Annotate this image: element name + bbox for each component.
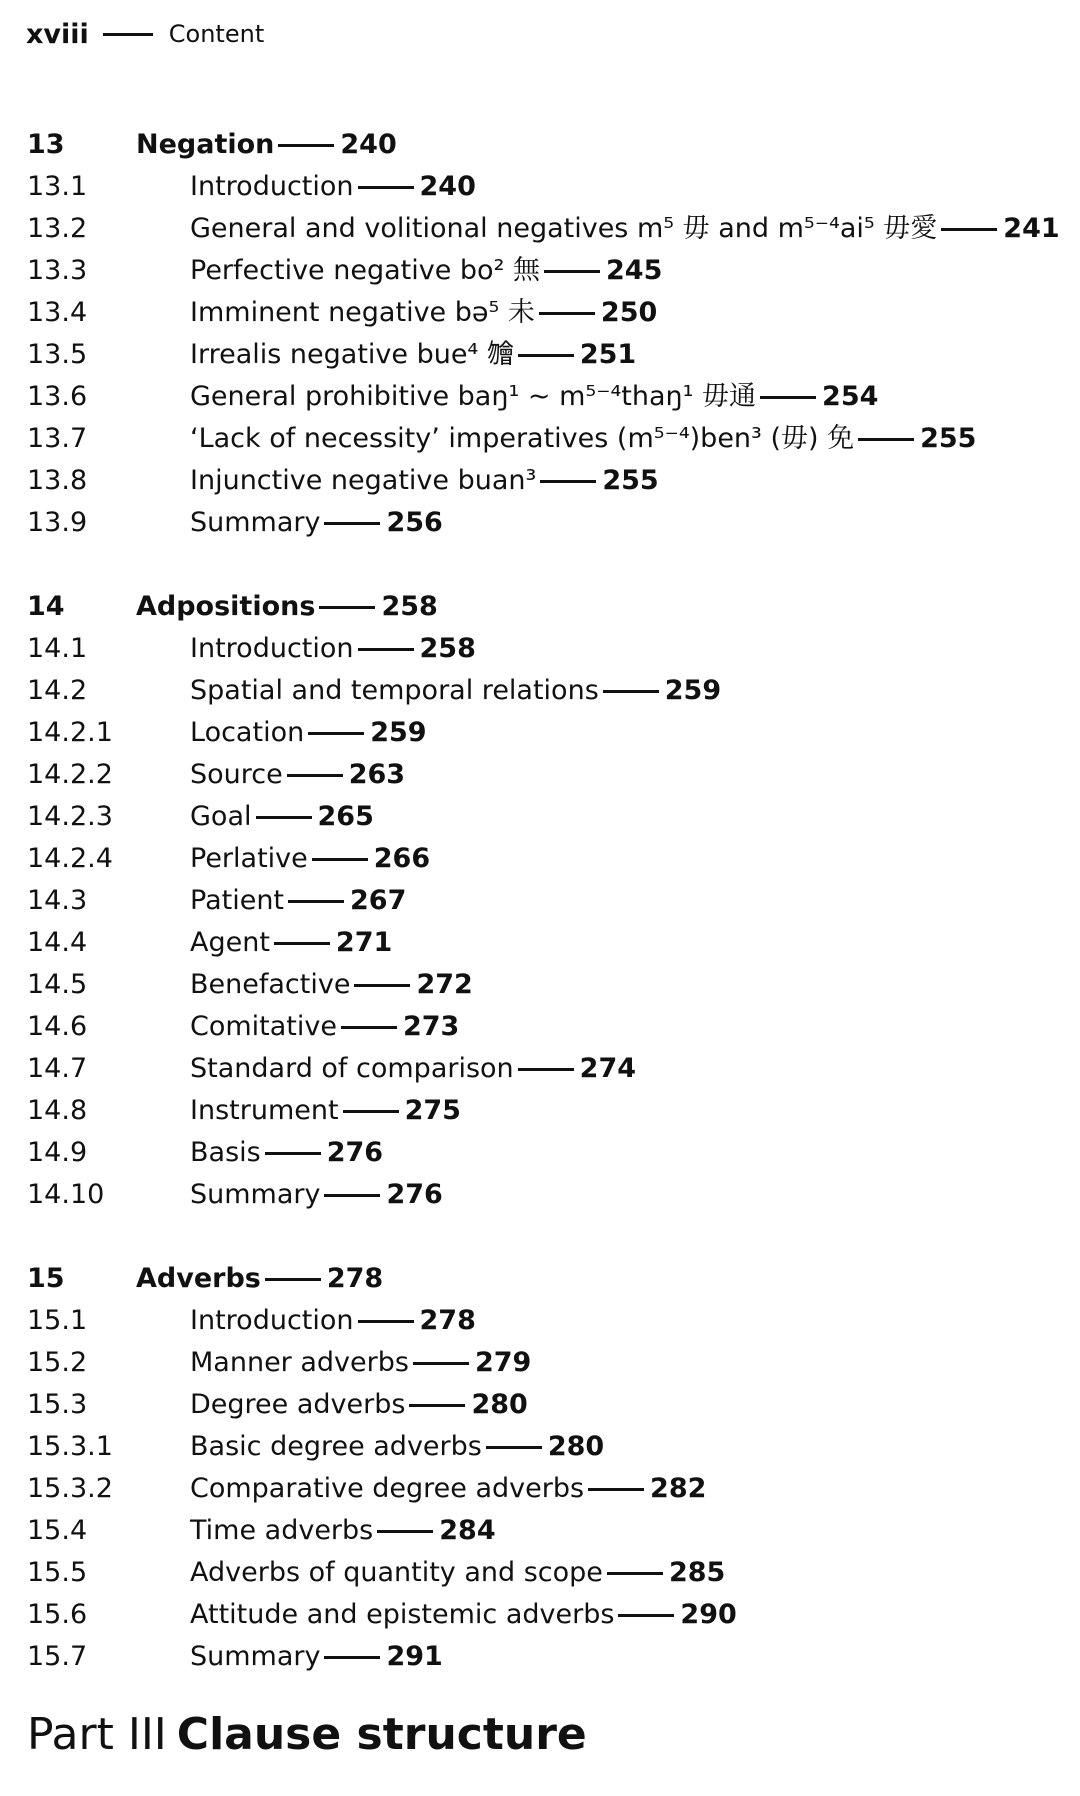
section-title: Perfective negative bo² 無 bbox=[190, 255, 540, 286]
page-number: 285 bbox=[668, 1557, 726, 1588]
leader-dash bbox=[265, 1152, 321, 1155]
entry-title-line bbox=[190, 1468, 706, 1510]
leader-dash bbox=[358, 186, 414, 189]
page-number: 267 bbox=[350, 885, 407, 916]
section-title: Spatial and temporal relations bbox=[190, 675, 599, 706]
toc-entry bbox=[0, 838, 1080, 880]
page-number: 251 bbox=[579, 339, 637, 370]
page-number: 258 bbox=[381, 591, 438, 622]
entry-title-line bbox=[190, 712, 427, 754]
leader-dash bbox=[409, 1404, 465, 1407]
section-number: 14.4 bbox=[27, 927, 88, 958]
section-number: 13.1 bbox=[27, 171, 88, 202]
toc-entry bbox=[0, 1048, 1080, 1090]
leader-dash bbox=[544, 270, 600, 273]
chapter-title: Negation bbox=[136, 129, 275, 160]
leader-dash bbox=[274, 942, 330, 945]
leader-dash bbox=[941, 228, 997, 231]
section-number: 14.10 bbox=[27, 1179, 105, 1210]
chapter-block bbox=[0, 124, 1080, 544]
leader-dash bbox=[603, 690, 659, 693]
section-title: Introduction bbox=[190, 171, 354, 202]
page-number: 254 bbox=[822, 381, 879, 412]
section-title: Perlative bbox=[190, 843, 308, 874]
entry-title-line bbox=[190, 418, 976, 460]
toc-entry bbox=[0, 1174, 1080, 1216]
chapter-block bbox=[0, 1258, 1080, 1678]
toc-entry bbox=[0, 1510, 1080, 1552]
leader-dash bbox=[618, 1614, 674, 1617]
entry-title-line bbox=[190, 502, 443, 544]
entry-title-line bbox=[190, 1300, 476, 1342]
page-number: 291 bbox=[386, 1641, 443, 1672]
section-title: Location bbox=[190, 717, 305, 748]
section-number: 14.2.2 bbox=[27, 759, 113, 790]
section-title: Attitude and epistemic adverbs bbox=[190, 1599, 615, 1630]
page-number: 290 bbox=[680, 1599, 737, 1630]
section-title: ‘Lack of necessity’ imperatives (m⁵⁻⁴)ben³ (毋) 免 bbox=[190, 423, 855, 454]
section-title: Irrealis negative bue⁴ 𣍐 bbox=[190, 339, 514, 370]
section-number: 14.3 bbox=[27, 885, 88, 916]
entry-title-line bbox=[190, 1342, 531, 1384]
entry-title-line bbox=[190, 1384, 528, 1426]
entry-title-line bbox=[190, 1636, 443, 1678]
section-title: Comparative degree adverbs bbox=[190, 1473, 585, 1504]
entry-title-line bbox=[190, 250, 662, 292]
toc-entry bbox=[0, 334, 1080, 376]
leader-dash bbox=[540, 480, 596, 483]
toc-entry bbox=[0, 1132, 1080, 1174]
leader-dash bbox=[287, 774, 343, 777]
toc-entry bbox=[0, 1426, 1080, 1468]
leader-dash bbox=[288, 900, 344, 903]
page-number: 259 bbox=[664, 675, 722, 706]
toc-entry bbox=[0, 1090, 1080, 1132]
page-number: 259 bbox=[370, 717, 427, 748]
page-number: 265 bbox=[317, 801, 374, 832]
toc-entry bbox=[0, 502, 1080, 544]
page-number: 258 bbox=[419, 633, 476, 664]
section-title: Introduction bbox=[190, 1305, 354, 1336]
section-title: Agent bbox=[190, 927, 270, 958]
page-number: 255 bbox=[602, 465, 659, 496]
section-title: Basic degree adverbs bbox=[190, 1431, 482, 1462]
section-title: Source bbox=[190, 759, 283, 790]
leader-dash bbox=[319, 606, 375, 609]
entry-title-line bbox=[190, 1006, 459, 1048]
section-title: Goal bbox=[190, 801, 252, 832]
section-number: 15.2 bbox=[27, 1347, 88, 1378]
section-number: 14.5 bbox=[27, 969, 88, 1000]
toc-entry bbox=[0, 418, 1080, 460]
toc-entry bbox=[0, 754, 1080, 796]
entry-title-line bbox=[190, 838, 430, 880]
leader-dash bbox=[341, 1026, 397, 1029]
section-title: Adverbs of quantity and scope bbox=[190, 1557, 603, 1588]
toc-entry bbox=[0, 880, 1080, 922]
entry-title-line bbox=[190, 1510, 496, 1552]
leader-dash bbox=[486, 1446, 542, 1449]
section-number: 13.3 bbox=[27, 255, 88, 286]
leader-dash bbox=[588, 1488, 644, 1491]
entry-title-line bbox=[190, 1132, 383, 1174]
entry-title-line bbox=[136, 124, 397, 166]
part-label: Part III bbox=[27, 1709, 167, 1760]
page-number: 275 bbox=[404, 1095, 461, 1126]
entry-title-line bbox=[136, 586, 438, 628]
section-title: Summary bbox=[190, 507, 321, 538]
section-number: 14.8 bbox=[27, 1095, 88, 1126]
toc-entry bbox=[0, 376, 1080, 418]
section-title: Benefactive bbox=[190, 969, 351, 1000]
entry-title-line bbox=[190, 922, 392, 964]
entry-title-line bbox=[190, 1594, 737, 1636]
section-title: Time adverbs bbox=[190, 1515, 374, 1546]
toc-entry bbox=[0, 922, 1080, 964]
section-number: 15.6 bbox=[27, 1599, 88, 1630]
chapter-block bbox=[0, 586, 1080, 1216]
chapter-heading bbox=[0, 124, 1080, 166]
section-number: 15.4 bbox=[27, 1515, 88, 1546]
section-title: Imminent negative bə⁵ 未 bbox=[190, 297, 535, 328]
leader-dash bbox=[358, 648, 414, 651]
toc-entry bbox=[0, 628, 1080, 670]
leader-dash bbox=[256, 816, 312, 819]
entry-title-line bbox=[190, 796, 374, 838]
leader-dash bbox=[308, 732, 364, 735]
section-title: Introduction bbox=[190, 633, 354, 664]
page-number: 276 bbox=[386, 1179, 443, 1210]
leader-dash bbox=[607, 1572, 663, 1575]
toc-entry bbox=[0, 796, 1080, 838]
page-number: 284 bbox=[439, 1515, 496, 1546]
page-number: 278 bbox=[326, 1263, 384, 1294]
entry-title-line bbox=[190, 208, 1060, 250]
section-number: 13.5 bbox=[27, 339, 88, 370]
leader-dash bbox=[312, 858, 368, 861]
part-heading bbox=[27, 1705, 587, 1765]
page-number: 276 bbox=[326, 1137, 384, 1168]
page-number: 271 bbox=[335, 927, 393, 958]
leader-dash bbox=[324, 522, 380, 525]
page-number: 282 bbox=[650, 1473, 707, 1504]
section-number: 14.7 bbox=[27, 1053, 88, 1084]
section-title: Injunctive negative buan³ bbox=[190, 465, 537, 496]
toc-entry bbox=[0, 292, 1080, 334]
section-title: Patient bbox=[190, 885, 285, 916]
section-title: Summary bbox=[190, 1641, 321, 1672]
folio: xviii bbox=[26, 18, 89, 50]
running-header bbox=[26, 14, 264, 54]
leader-dash bbox=[539, 312, 595, 315]
leader-dash bbox=[278, 144, 334, 147]
toc-entry bbox=[0, 1006, 1080, 1048]
chapter-heading bbox=[0, 1258, 1080, 1300]
page-number: 241 bbox=[1003, 213, 1060, 244]
entry-title-line bbox=[190, 628, 476, 670]
section-title: Basis bbox=[190, 1137, 261, 1168]
section-title: Instrument bbox=[190, 1095, 339, 1126]
section-title: General and volitional negatives m⁵ 毋 and m⁵⁻⁴ai⁵ 毋愛 bbox=[190, 213, 938, 244]
entry-title-line bbox=[190, 1174, 443, 1216]
toc-entry bbox=[0, 460, 1080, 502]
section-title: Degree adverbs bbox=[190, 1389, 406, 1420]
section-number: 14.2 bbox=[27, 675, 88, 706]
leader-dash bbox=[413, 1362, 469, 1365]
section-title: Comitative bbox=[190, 1011, 337, 1042]
chapter-title: Adverbs bbox=[136, 1263, 261, 1294]
entry-title-line bbox=[190, 166, 476, 208]
toc-entry bbox=[0, 670, 1080, 712]
toc-entry bbox=[0, 1594, 1080, 1636]
section-number: 13.7 bbox=[27, 423, 88, 454]
section-number: 14.2.3 bbox=[27, 801, 113, 832]
page-number: 273 bbox=[402, 1011, 460, 1042]
toc-entry bbox=[0, 166, 1080, 208]
page-number: 278 bbox=[419, 1305, 476, 1336]
entry-title-line bbox=[190, 670, 721, 712]
section-number: 14.1 bbox=[27, 633, 88, 664]
section-title: General prohibitive baŋ¹ ~ m⁵⁻⁴thaŋ¹ 毋通 bbox=[190, 381, 757, 412]
page-number: 266 bbox=[373, 843, 431, 874]
entry-title-line bbox=[136, 1258, 383, 1300]
section-number: 13.8 bbox=[27, 465, 88, 496]
chapter-heading bbox=[0, 586, 1080, 628]
toc-entry bbox=[0, 250, 1080, 292]
page-number: 250 bbox=[600, 297, 658, 328]
page-number: 279 bbox=[474, 1347, 532, 1378]
section-number: 13.9 bbox=[27, 507, 88, 538]
chapter-number: 14 bbox=[27, 591, 65, 622]
leader-dash bbox=[324, 1194, 380, 1197]
leader-dash bbox=[343, 1110, 399, 1113]
leader-dash bbox=[358, 1320, 414, 1323]
part-title: Clause structure bbox=[176, 1709, 587, 1760]
section-number: 15.3.2 bbox=[27, 1473, 113, 1504]
entry-title-line bbox=[190, 880, 406, 922]
toc-entry bbox=[0, 1384, 1080, 1426]
section-number: 13.6 bbox=[27, 381, 88, 412]
entry-title-line bbox=[190, 1552, 725, 1594]
entry-title-line bbox=[190, 754, 405, 796]
chapter-number: 13 bbox=[27, 129, 65, 160]
section-title: Standard of comparison bbox=[190, 1053, 514, 1084]
toc-entry bbox=[0, 1468, 1080, 1510]
toc-entry bbox=[0, 964, 1080, 1006]
page-number: 240 bbox=[419, 171, 476, 202]
toc-entry bbox=[0, 1636, 1080, 1678]
chapter-title: Adpositions bbox=[136, 591, 316, 622]
leader-dash bbox=[760, 396, 816, 399]
toc-entry bbox=[0, 208, 1080, 250]
toc-entry bbox=[0, 1300, 1080, 1342]
page-number: 280 bbox=[547, 1431, 605, 1462]
page-number: 280 bbox=[471, 1389, 528, 1420]
table-of-contents bbox=[0, 124, 1080, 1720]
section-title: Manner adverbs bbox=[190, 1347, 409, 1378]
toc-entry bbox=[0, 1342, 1080, 1384]
leader-dash bbox=[858, 438, 914, 441]
leader-dash bbox=[377, 1530, 433, 1533]
page-number: 256 bbox=[386, 507, 443, 538]
entry-title-line bbox=[190, 334, 636, 376]
leader-dash bbox=[265, 1278, 321, 1281]
leader-dash bbox=[518, 1068, 574, 1071]
page-number: 263 bbox=[348, 759, 406, 790]
page-number: 245 bbox=[606, 255, 663, 286]
entry-title-line bbox=[190, 292, 657, 334]
toc-entry bbox=[0, 1552, 1080, 1594]
page-number: 255 bbox=[920, 423, 977, 454]
section-number: 14.6 bbox=[27, 1011, 88, 1042]
leader-dash bbox=[324, 1656, 380, 1659]
entry-title-line bbox=[190, 1048, 636, 1090]
section-number: 15.1 bbox=[27, 1305, 88, 1336]
header-rule bbox=[103, 33, 153, 36]
page-number: 240 bbox=[340, 129, 397, 160]
section-title: Summary bbox=[190, 1179, 321, 1210]
toc-entry bbox=[0, 712, 1080, 754]
entry-title-line bbox=[190, 964, 473, 1006]
header-label: Content bbox=[168, 20, 265, 48]
leader-dash bbox=[354, 984, 410, 987]
entry-title-line bbox=[190, 376, 878, 418]
section-number: 13.2 bbox=[27, 213, 88, 244]
entry-title-line bbox=[190, 1426, 604, 1468]
leader-dash bbox=[518, 354, 574, 357]
section-number: 15.3.1 bbox=[27, 1431, 113, 1462]
section-number: 13.4 bbox=[27, 297, 88, 328]
section-number: 14.9 bbox=[27, 1137, 88, 1168]
page-number: 272 bbox=[416, 969, 473, 1000]
section-number: 15.7 bbox=[27, 1641, 88, 1672]
section-number: 14.2.4 bbox=[27, 843, 113, 874]
entry-title-line bbox=[190, 1090, 461, 1132]
section-number: 14.2.1 bbox=[27, 717, 113, 748]
page-number: 274 bbox=[579, 1053, 637, 1084]
chapter-number: 15 bbox=[27, 1263, 65, 1294]
section-number: 15.3 bbox=[27, 1389, 88, 1420]
entry-title-line bbox=[190, 460, 659, 502]
section-number: 15.5 bbox=[27, 1557, 88, 1588]
